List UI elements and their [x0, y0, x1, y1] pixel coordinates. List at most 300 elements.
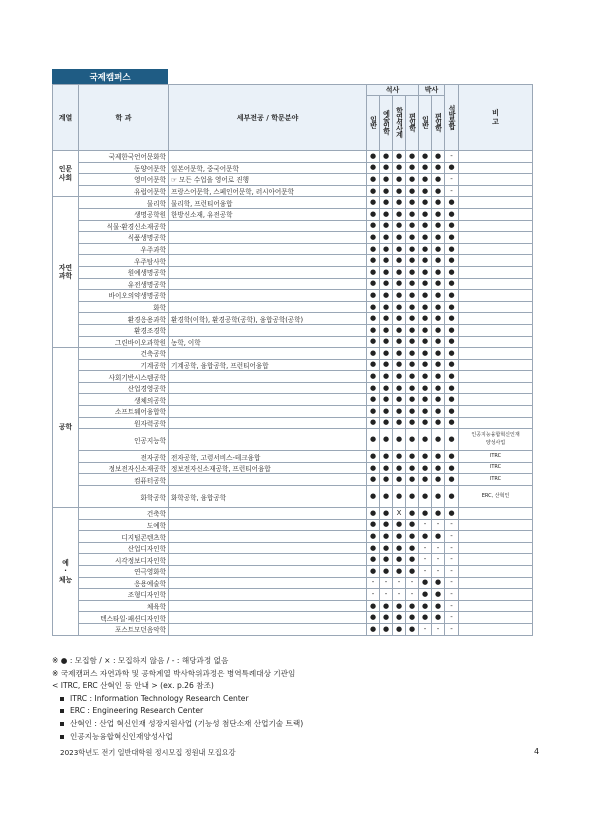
mark-cell: ● [432, 151, 445, 163]
mark-cell: ● [380, 197, 393, 209]
mark-cell: - [393, 577, 406, 589]
mark-cell: ● [367, 336, 380, 348]
mark-cell: ● [406, 600, 419, 612]
mark-cell: ● [406, 290, 419, 302]
dept-name: 건축공학 [79, 348, 169, 360]
mark-cell: ● [380, 382, 393, 394]
table-row [53, 162, 533, 174]
dept-name: 체육학 [79, 600, 169, 612]
mark-cell: - [445, 151, 459, 163]
mark-cell: ● [380, 220, 393, 232]
table-row [53, 531, 533, 543]
mark-cell: ● [419, 324, 432, 336]
mark-cell: ● [419, 336, 432, 348]
mark-cell: ● [380, 266, 393, 278]
mark-cell: ● [406, 508, 419, 520]
mark-cell: ● [445, 359, 459, 371]
mark-cell: ● [432, 255, 445, 267]
mark-cell: ● [367, 417, 380, 429]
mark-cell: ● [406, 474, 419, 486]
mark-cell: ● [419, 278, 432, 290]
remark-cell [459, 301, 533, 313]
mark-cell: ● [432, 451, 445, 463]
header-sub-1: 예술인학 [380, 96, 393, 151]
table-row [53, 589, 533, 601]
mark-cell: ● [380, 290, 393, 302]
dept-name: 영미어문학 [79, 174, 169, 186]
mark-cell: ● [367, 429, 380, 451]
major-cell [169, 278, 367, 290]
mark-cell: - [367, 577, 380, 589]
dept-name: 연극영화학 [79, 566, 169, 578]
mark-cell: ● [445, 324, 459, 336]
mark-cell: ● [367, 554, 380, 566]
mark-cell: ● [367, 278, 380, 290]
mark-cell: - [445, 554, 459, 566]
mark-cell: ● [380, 162, 393, 174]
field-cell: 공학 [53, 348, 79, 508]
mark-cell: ● [367, 266, 380, 278]
header-sub-2: 학연석사계 [393, 96, 406, 151]
mark-cell: ● [419, 232, 432, 244]
mark-cell: ● [380, 566, 393, 578]
dept-name: 도예학 [79, 519, 169, 531]
header-field: 계열 [53, 85, 79, 151]
mark-cell: ● [393, 554, 406, 566]
table-row [53, 290, 533, 302]
remark-cell [459, 220, 533, 232]
mark-cell: - [380, 577, 393, 589]
mark-cell: ● [380, 255, 393, 267]
mark-cell: ● [380, 451, 393, 463]
mark-cell: ● [406, 174, 419, 186]
mark-cell: ● [380, 151, 393, 163]
mark-cell: - [419, 566, 432, 578]
mark-cell: ● [445, 162, 459, 174]
remark-cell: 인공지능융합혁신인재 양성사업 [459, 429, 533, 451]
table-row [53, 278, 533, 290]
campus-label: 국제캠퍼스 [52, 69, 168, 84]
mark-cell: ● [393, 151, 406, 163]
table-row [53, 185, 533, 197]
dept-name: 유럽어문학 [79, 185, 169, 197]
mark-cell: ● [380, 600, 393, 612]
header-sub-0: 일반 [367, 96, 380, 151]
remark-cell [459, 266, 533, 278]
mark-cell: ● [367, 394, 380, 406]
mark-cell: ● [393, 266, 406, 278]
mark-cell: - [419, 542, 432, 554]
dept-name: 인공지능학 [79, 429, 169, 451]
field-cell: 인문 사회 [53, 151, 79, 197]
major-cell [169, 266, 367, 278]
mark-cell: ● [406, 151, 419, 163]
mark-cell: ● [432, 612, 445, 624]
mark-cell: ● [432, 486, 445, 508]
mark-cell: ● [419, 243, 432, 255]
mark-cell: ● [393, 382, 406, 394]
remark-cell [459, 577, 533, 589]
mark-cell: ● [419, 429, 432, 451]
mark-cell: ● [432, 324, 445, 336]
mark-cell: ● [419, 406, 432, 418]
mark-cell: - [432, 542, 445, 554]
dept-name: 산업경영공학 [79, 382, 169, 394]
mark-cell: ● [432, 220, 445, 232]
remark-cell [459, 208, 533, 220]
dept-name: 전자공학 [79, 451, 169, 463]
mark-cell: ● [445, 371, 459, 383]
dept-name: 환경조경학 [79, 324, 169, 336]
remark-cell [459, 197, 533, 209]
mark-cell: ● [367, 623, 380, 635]
mark-cell: ● [393, 324, 406, 336]
remark-cell [459, 417, 533, 429]
mark-cell: ● [432, 174, 445, 186]
mark-cell: ● [432, 371, 445, 383]
remark-cell: ITRC [459, 474, 533, 486]
mark-cell: ● [432, 278, 445, 290]
mark-cell: ● [432, 474, 445, 486]
mark-cell: ● [432, 290, 445, 302]
admission-table [52, 84, 533, 636]
major-cell [169, 151, 367, 163]
mark-cell: ● [406, 255, 419, 267]
mark-cell: ● [432, 301, 445, 313]
mark-cell: ● [445, 348, 459, 360]
dept-name: 기계공학 [79, 359, 169, 371]
mark-cell: - [367, 589, 380, 601]
mark-cell: - [445, 600, 459, 612]
table-row [53, 486, 533, 508]
mark-cell: ● [393, 542, 406, 554]
mark-cell: - [406, 577, 419, 589]
mark-cell: ● [393, 417, 406, 429]
mark-cell: ● [432, 208, 445, 220]
mark-cell: ● [406, 406, 419, 418]
major-cell [169, 382, 367, 394]
remark-cell [459, 255, 533, 267]
major-cell: ☞ 모든 수업을 영어로 진행 [169, 174, 367, 186]
mark-cell: - [432, 566, 445, 578]
mark-cell: - [445, 174, 459, 186]
mark-cell: ● [393, 290, 406, 302]
major-cell [169, 324, 367, 336]
mark-cell: ● [419, 185, 432, 197]
mark-cell: ● [445, 462, 459, 474]
mark-cell: ● [367, 359, 380, 371]
mark-cell: ● [393, 313, 406, 325]
mark-cell: ● [367, 162, 380, 174]
mark-cell: ● [380, 359, 393, 371]
mark-cell: - [445, 566, 459, 578]
mark-cell: ● [393, 232, 406, 244]
remark-cell [459, 508, 533, 520]
mark-cell: ● [393, 162, 406, 174]
mark-cell: ● [406, 243, 419, 255]
mark-cell: ● [393, 278, 406, 290]
mark-cell: ● [406, 197, 419, 209]
mark-cell: ● [393, 348, 406, 360]
mark-cell: ● [445, 290, 459, 302]
mark-cell: ● [406, 359, 419, 371]
dept-name: 국제한국언어문화학 [79, 151, 169, 163]
mark-cell: ● [432, 185, 445, 197]
remark-cell [459, 324, 533, 336]
table-row [53, 324, 533, 336]
mark-cell: - [432, 554, 445, 566]
table-row [53, 451, 533, 463]
table-row [53, 519, 533, 531]
mark-cell: ● [406, 324, 419, 336]
dept-name: 식품생명공학 [79, 232, 169, 244]
mark-cell: ● [419, 197, 432, 209]
mark-cell: ● [406, 232, 419, 244]
mark-cell: ● [367, 232, 380, 244]
major-cell [169, 394, 367, 406]
page-number: 4 [534, 747, 540, 756]
mark-cell: ● [406, 278, 419, 290]
mark-cell: ● [419, 162, 432, 174]
major-cell [169, 577, 367, 589]
mark-cell: ● [367, 208, 380, 220]
list-item: 인공지능융합혁신인재양성사업 [52, 731, 303, 744]
remark-cell [459, 542, 533, 554]
table-row [53, 336, 533, 348]
mark-cell: - [406, 589, 419, 601]
mark-cell: ● [367, 324, 380, 336]
mark-cell: ● [432, 336, 445, 348]
header-masters: 석사 [367, 85, 419, 96]
major-cell: 물리학, 프런티어융합 [169, 197, 367, 209]
mark-cell: - [393, 589, 406, 601]
remark-cell [459, 348, 533, 360]
field-cell: 예 · 체능 [53, 508, 79, 636]
mark-cell: ● [367, 451, 380, 463]
table-row [53, 612, 533, 624]
mark-cell: - [432, 519, 445, 531]
dept-name: 생체의공학 [79, 394, 169, 406]
table-body [53, 151, 533, 636]
mark-cell: ● [380, 429, 393, 451]
mark-cell: ● [432, 266, 445, 278]
dept-name: 조형디자인학 [79, 589, 169, 601]
mark-cell: ● [406, 301, 419, 313]
list-item: ITRC : Information Technology Research Center [52, 693, 303, 706]
major-cell [169, 301, 367, 313]
military-note: ※ 국제캠퍼스 자연과학 및 공학계열 박사학위과정은 병역특례대상 기관임 [52, 668, 296, 678]
list-item: ERC : Engineering Research Center [52, 705, 303, 718]
dept-name: 응용예술학 [79, 577, 169, 589]
mark-cell: ● [419, 394, 432, 406]
table-row [53, 406, 533, 418]
major-cell: 기계공학, 융합공학, 프런티어융합 [169, 359, 367, 371]
mark-cell: ● [393, 336, 406, 348]
mark-cell: ● [406, 542, 419, 554]
mark-cell: - [445, 531, 459, 543]
footer-title: 2023학년도 전기 일반대학원 정시모집 정원내 모집요강 [60, 748, 236, 757]
bullet-icon [60, 709, 64, 713]
mark-cell: ● [419, 151, 432, 163]
mark-cell: ● [406, 612, 419, 624]
mark-cell: ● [432, 508, 445, 520]
remark-cell [459, 313, 533, 325]
mark-cell: ● [419, 313, 432, 325]
dept-name: 우주탐사학 [79, 255, 169, 267]
mark-cell: ● [419, 208, 432, 220]
mark-cell: ● [432, 359, 445, 371]
mark-cell: ● [406, 531, 419, 543]
mark-cell: ● [393, 474, 406, 486]
dept-name: 물리학 [79, 197, 169, 209]
remark-cell [459, 151, 533, 163]
mark-cell: ● [419, 531, 432, 543]
table-row [53, 600, 533, 612]
major-cell [169, 508, 367, 520]
dept-name: 유전생명공학 [79, 278, 169, 290]
remark-cell [459, 612, 533, 624]
mark-cell: ● [432, 394, 445, 406]
mark-cell: ● [393, 220, 406, 232]
major-cell [169, 612, 367, 624]
mark-cell: - [445, 542, 459, 554]
mark-cell: ● [419, 266, 432, 278]
major-cell [169, 406, 367, 418]
mark-cell: ● [445, 394, 459, 406]
major-cell: 일본어문학, 중국어문학 [169, 162, 367, 174]
major-cell [169, 623, 367, 635]
mark-cell: - [419, 554, 432, 566]
mark-cell: ● [432, 162, 445, 174]
remark-cell [459, 554, 533, 566]
mark-cell: ● [393, 612, 406, 624]
mark-cell: ● [380, 417, 393, 429]
mark-cell: ● [432, 232, 445, 244]
mark-cell: - [419, 519, 432, 531]
mark-cell: ● [419, 371, 432, 383]
mark-cell: ● [432, 313, 445, 325]
bullet-icon [60, 735, 64, 739]
dept-name: 건축학 [79, 508, 169, 520]
mark-cell: ● [367, 508, 380, 520]
mark-cell: ● [419, 255, 432, 267]
mark-cell: ● [380, 486, 393, 508]
mark-cell: ● [380, 406, 393, 418]
mark-cell: ● [406, 313, 419, 325]
mark-cell: ● [367, 600, 380, 612]
mark-cell: ● [419, 577, 432, 589]
mark-cell: ● [393, 301, 406, 313]
mark-cell: ● [432, 243, 445, 255]
major-cell [169, 519, 367, 531]
mark-cell: ● [419, 612, 432, 624]
mark-cell: ● [406, 486, 419, 508]
mark-cell: ● [406, 266, 419, 278]
mark-cell: ● [406, 554, 419, 566]
table-row [53, 382, 533, 394]
header-major: 세부전공 / 학문분야 [169, 85, 367, 151]
mark-cell: ● [419, 290, 432, 302]
dept-name: 식물·환경신소재공학 [79, 220, 169, 232]
mark-cell: ● [445, 278, 459, 290]
dept-name: 사회기반시스템공학 [79, 371, 169, 383]
mark-cell: ● [445, 255, 459, 267]
dept-name: 컴퓨터공학 [79, 474, 169, 486]
mark-cell: ● [367, 519, 380, 531]
remark-cell: ERC, 산혁인 [459, 486, 533, 508]
table-row [53, 462, 533, 474]
mark-cell: ● [419, 359, 432, 371]
mark-cell: ● [406, 623, 419, 635]
dept-name: 디지털콘텐츠학 [79, 531, 169, 543]
remark-cell [459, 406, 533, 418]
list-item: 산혁인 : 산업 혁신인재 성장지원사업 (기능성 첨단소재 산업기술 트랙) [52, 718, 303, 731]
dept-name: 시각정보디자인학 [79, 554, 169, 566]
mark-cell: ● [380, 508, 393, 520]
mark-cell: ● [367, 462, 380, 474]
major-cell [169, 474, 367, 486]
mark-cell: ● [445, 208, 459, 220]
remark-cell [459, 623, 533, 635]
bullet-icon [60, 722, 64, 726]
mark-cell: ● [367, 348, 380, 360]
dept-name: 원자력공학 [79, 417, 169, 429]
mark-cell: ● [380, 554, 393, 566]
mark-cell: ● [406, 185, 419, 197]
mark-cell: ● [406, 382, 419, 394]
table-row [53, 255, 533, 267]
major-cell [169, 220, 367, 232]
mark-cell: ● [380, 462, 393, 474]
mark-cell: ● [367, 313, 380, 325]
dept-name: 원예생명공학 [79, 266, 169, 278]
mark-cell: ● [380, 394, 393, 406]
mark-cell: ● [380, 324, 393, 336]
table-row [53, 174, 533, 186]
table-row [53, 197, 533, 209]
mark-cell: ● [393, 255, 406, 267]
mark-cell: ● [419, 508, 432, 520]
mark-cell: ● [419, 451, 432, 463]
dept-name: 환경응용과학 [79, 313, 169, 325]
mark-cell: ● [445, 243, 459, 255]
remark-cell [459, 382, 533, 394]
mark-cell: ● [367, 197, 380, 209]
mark-cell: ● [432, 531, 445, 543]
header-sub-5: 편입학 [432, 96, 445, 151]
header-dept: 학 과 [79, 85, 169, 151]
bullet-icon [60, 697, 64, 701]
mark-cell: ● [419, 589, 432, 601]
dept-name: 우주과학 [79, 243, 169, 255]
mark-cell: ● [419, 486, 432, 508]
dept-name: 그린바이오과학원 [79, 336, 169, 348]
header-sub-4: 일반 [419, 96, 432, 151]
dept-name: 산업디자인학 [79, 542, 169, 554]
major-cell: 전자공학, 고령서비스-테크융합 [169, 451, 367, 463]
mark-cell: ● [393, 243, 406, 255]
mark-cell: ● [445, 474, 459, 486]
major-cell: 한방신소재, 유전공학 [169, 208, 367, 220]
mark-cell: ● [393, 394, 406, 406]
mark-cell: ● [367, 185, 380, 197]
remark-cell [459, 519, 533, 531]
remark-cell [459, 162, 533, 174]
mark-cell: ● [445, 429, 459, 451]
mark-cell: ● [367, 531, 380, 543]
mark-cell: ● [406, 519, 419, 531]
dept-name: 소프트웨어융합학 [79, 406, 169, 418]
